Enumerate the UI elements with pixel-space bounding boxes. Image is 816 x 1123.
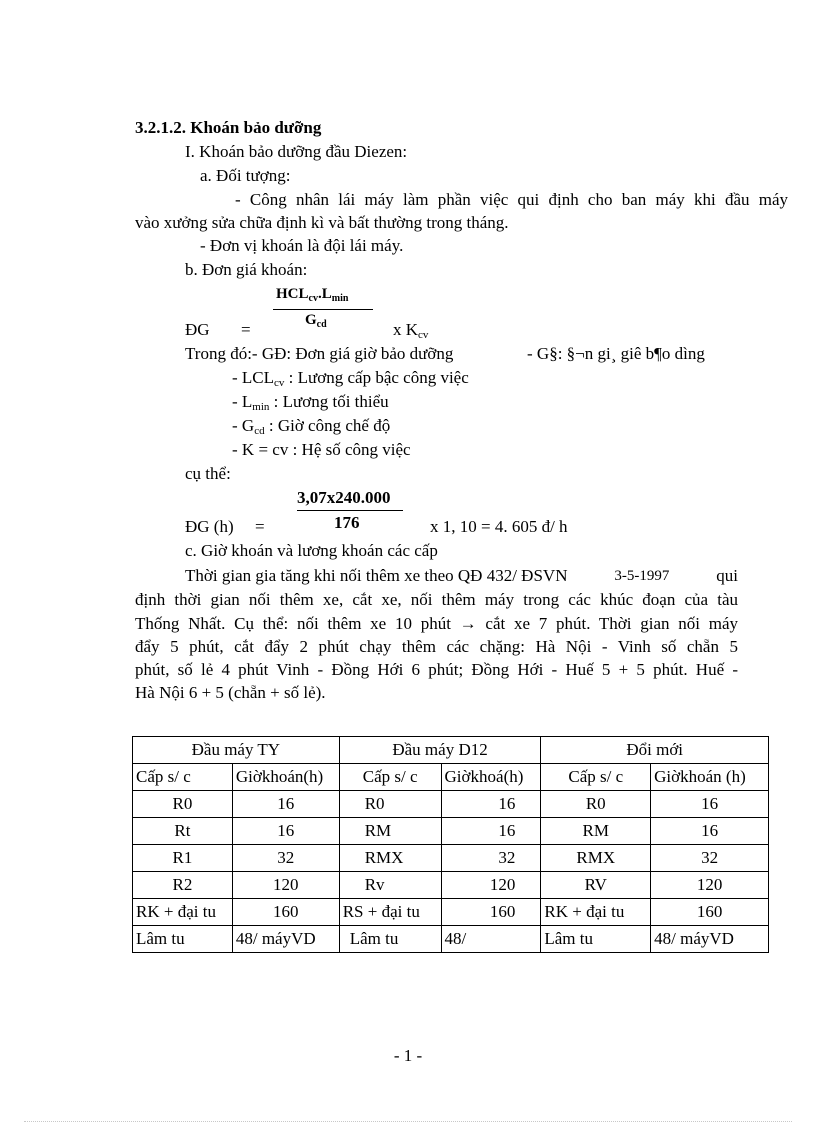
table-cell: 120 xyxy=(232,872,339,899)
table-cell: 120 xyxy=(651,872,769,899)
subsection-a: a. Đối tượng: xyxy=(200,166,291,185)
table-row xyxy=(133,899,769,926)
page-bottom-divider xyxy=(24,1121,792,1122)
subsection-b: b. Đơn giá khoán: xyxy=(185,260,308,279)
paragraph-c-line3: Thống Nhất. Cụ thể: nối thêm xe 10 phút → cắt xe 7 phút. Thời gian nối máy xyxy=(135,614,738,633)
table-cell: RV xyxy=(541,872,651,899)
formula2-lhs: ĐG (h) xyxy=(185,517,234,536)
table-cell: R2 xyxy=(133,872,233,899)
formula1-fraction-bar xyxy=(273,309,373,310)
table-cell: 32 xyxy=(441,845,541,872)
page-number: - 1 - xyxy=(393,1046,423,1065)
table-row xyxy=(133,845,769,872)
definition-k: - K = cv : Hệ số công việc xyxy=(232,440,411,459)
table-cell: R0 xyxy=(339,791,441,818)
table-cell: 160 xyxy=(441,899,541,926)
table-column-header: Giờkhoán (h) xyxy=(651,764,769,791)
table-cell: 16 xyxy=(651,818,769,845)
table-cell: RM xyxy=(339,818,441,845)
formula1-lhs: ĐG xyxy=(185,320,210,339)
subsection-c: c. Giờ khoán và lương khoán các cấp xyxy=(185,541,438,560)
table-cell: 160 xyxy=(651,899,769,926)
table-cell: Rv xyxy=(339,872,441,899)
table-header-row xyxy=(133,764,769,791)
table-cell: R0 xyxy=(541,791,651,818)
definitions-intro: Trong đó:- GĐ: Đơn giá giờ bảo dưỡng xyxy=(185,344,454,363)
table-cell: 48/ máyVD xyxy=(232,926,339,953)
formula2-fraction-bar xyxy=(297,510,403,511)
maintenance-hours-table xyxy=(132,736,769,953)
table-row xyxy=(133,872,769,899)
table-cell: RK + đại tu xyxy=(133,899,233,926)
table-cell: 48/ xyxy=(441,926,541,953)
formula1-denominator: $G_{cd}$ xyxy=(305,312,327,330)
definition-gcd: - $G_{cd}$ : Giờ công chế độ xyxy=(232,416,391,437)
table-row xyxy=(133,926,769,953)
definition-lmin: - $L_{min}$ : Lương tối thiểu xyxy=(232,392,389,413)
table-cell: RMX xyxy=(339,845,441,872)
table-cell: RM xyxy=(541,818,651,845)
table-column-header: Cấp s/ c xyxy=(541,764,651,791)
table-group-header: Đổi mới xyxy=(541,737,769,764)
paragraph-a-line1: - Công nhân lái máy làm phần việc qui định cho ban máy khi đầu máy xyxy=(235,190,788,209)
table-cell: 16 xyxy=(651,791,769,818)
table-group-row xyxy=(133,737,769,764)
paragraph-c-line6: Hà Nội 6 + 5 (chẵn + số lẻ). xyxy=(135,683,326,702)
table-cell: 160 xyxy=(232,899,339,926)
table-group-header: Đầu máy D12 xyxy=(339,737,541,764)
formula1-multiplier: x $K_{cv}$ xyxy=(393,320,429,341)
table-row xyxy=(133,791,769,818)
paragraph-c-line1: Thời gian gia tăng khi nối thêm xe theo QĐ 432/ ĐSVN 3-5-1997 qui xyxy=(185,566,738,585)
formula1-numerator: $HCL_{cv}.L_{min}$ xyxy=(276,286,349,304)
table-cell: RS + đại tu xyxy=(339,899,441,926)
table-column-header: Giờkhoá(h) xyxy=(441,764,541,791)
table-cell: RK + đại tu xyxy=(541,899,651,926)
formula2-numerator: 3,07x240.000 xyxy=(297,488,391,507)
table-cell: RMX xyxy=(541,845,651,872)
table-cell: 48/ máyVD xyxy=(651,926,769,953)
table-cell: R0 xyxy=(133,791,233,818)
table-cell: 16 xyxy=(232,791,339,818)
table-cell: 32 xyxy=(232,845,339,872)
formula2-rhs: x 1, 10 = 4. 605 đ/ h xyxy=(430,517,568,536)
definition-lclcv: - $LCL_{cv}$ : Lương cấp bậc công việc xyxy=(232,368,469,389)
section-heading: 3.2.1.2. Khoán bảo dưỡng xyxy=(135,118,322,137)
section-title: I. Khoán bảo dưỡng đầu Diezen: xyxy=(185,142,408,161)
paragraph-c-line4: đẩy 5 phút, cắt đẩy 2 phút chạy thêm các chặng: Hà Nội - Vinh số chẵn 5 xyxy=(135,637,738,656)
table-cell: Lâm tu xyxy=(541,926,651,953)
formula2-equals: = xyxy=(255,517,265,536)
formula1-equals: = xyxy=(241,320,251,339)
table-column-header: Giờkhoán(h) xyxy=(232,764,339,791)
table-row xyxy=(133,818,769,845)
formula2-denominator: 176 xyxy=(334,513,360,532)
table-group-header: Đầu máy TY xyxy=(133,737,340,764)
table-cell: 120 xyxy=(441,872,541,899)
table-cell: R1 xyxy=(133,845,233,872)
paragraph-unit: - Đơn vị khoán là đội lái máy. xyxy=(200,236,404,255)
table-cell: Lâm tu xyxy=(133,926,233,953)
table-cell: 16 xyxy=(232,818,339,845)
table-cell: 16 xyxy=(441,818,541,845)
table-cell: Rt xyxy=(133,818,233,845)
table-cell: Lâm tu xyxy=(339,926,441,953)
specific-label: cụ thể: xyxy=(185,464,231,483)
definitions-intro-garbled: - G§: §¬n gi¸ giê b¶o dìng xyxy=(527,344,705,363)
table-column-header: Cấp s/ c xyxy=(133,764,233,791)
table-cell: 32 xyxy=(651,845,769,872)
table-cell: 16 xyxy=(441,791,541,818)
paragraph-a-line2: vào xưởng sửa chữa định kì và bất thường trong tháng. xyxy=(135,213,509,232)
table-column-header: Cấp s/ c xyxy=(339,764,441,791)
paragraph-c-line2: định thời gian nối thêm xe, cắt xe, nối thêm máy trong các khúc đoạn của tàu xyxy=(135,590,738,609)
paragraph-c-line5: phút, số lẻ 4 phút Vinh - Đồng Hới 6 phút; Đồng Hới - Huế 5 + 5 phút. Huế - xyxy=(135,660,738,679)
